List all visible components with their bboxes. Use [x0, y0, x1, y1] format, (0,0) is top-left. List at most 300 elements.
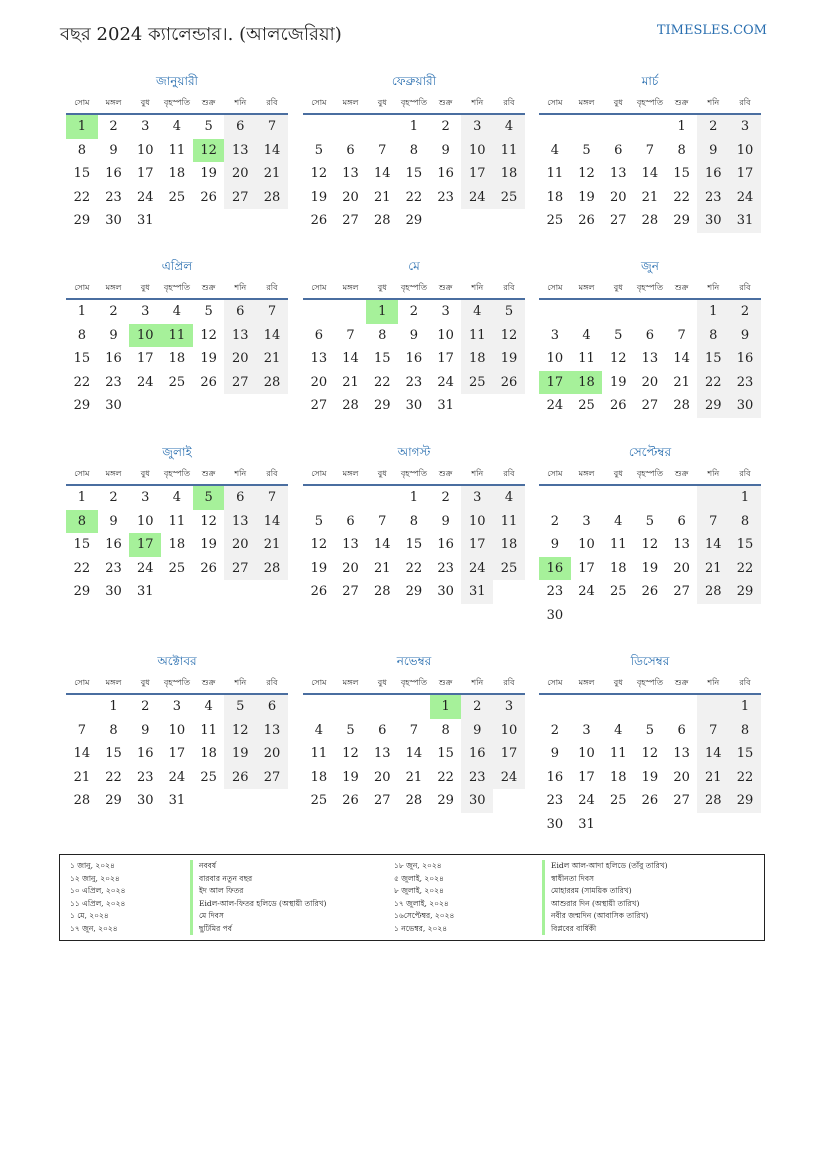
day-cell[interactable]: 17	[578, 769, 595, 785]
day-cell[interactable]: 24	[437, 374, 454, 390]
day-cell[interactable]: 31	[578, 816, 595, 832]
holiday-day-cell[interactable]: 1	[366, 300, 398, 324]
day-cell[interactable]: 11	[578, 351, 595, 366]
day-cell[interactable]: 2	[550, 722, 559, 738]
day-cell[interactable]: 17	[493, 742, 525, 766]
day-cell[interactable]: 15	[673, 166, 690, 181]
day-cell[interactable]: 4	[314, 722, 323, 738]
day-cell[interactable]: 14	[256, 510, 288, 534]
day-cell[interactable]: 12	[641, 537, 659, 552]
day-cell[interactable]: 6	[645, 327, 655, 343]
day-cell[interactable]: 24	[493, 766, 525, 790]
day-cell[interactable]: 29	[73, 213, 91, 228]
day-cell[interactable]: 27	[224, 371, 256, 395]
day-cell[interactable]: 1	[409, 119, 419, 134]
day-cell[interactable]: 29	[729, 580, 761, 604]
day-cell[interactable]: 27	[673, 793, 690, 808]
day-cell[interactable]: 21	[641, 189, 659, 205]
day-cell[interactable]: 1	[77, 304, 86, 319]
day-cell[interactable]: 5	[224, 695, 256, 719]
day-cell[interactable]: 23	[136, 769, 154, 785]
day-cell[interactable]: 7	[409, 722, 419, 738]
day-cell[interactable]: 10	[437, 327, 454, 343]
day-cell[interactable]: 28	[697, 580, 729, 604]
day-cell[interactable]: 20	[373, 769, 391, 785]
day-cell[interactable]: 7	[256, 300, 288, 324]
day-cell[interactable]: 21	[673, 374, 690, 390]
day-cell[interactable]: 23	[461, 766, 493, 790]
day-cell[interactable]: 21	[256, 347, 288, 371]
day-cell[interactable]: 4	[172, 490, 182, 505]
day-cell[interactable]: 2	[409, 304, 419, 319]
day-cell[interactable]: 3	[493, 695, 525, 719]
day-cell[interactable]: 17	[437, 351, 454, 366]
day-cell[interactable]: 5	[314, 513, 323, 529]
day-cell[interactable]: 10	[461, 510, 493, 534]
day-cell[interactable]: 16	[437, 166, 454, 181]
day-cell[interactable]: 13	[224, 139, 256, 163]
day-cell[interactable]: 1	[677, 119, 686, 134]
day-cell[interactable]: 11	[168, 142, 186, 158]
holiday-day-cell[interactable]: 10	[129, 324, 161, 348]
day-cell[interactable]: 17	[729, 162, 761, 186]
day-cell[interactable]: 6	[224, 115, 256, 139]
day-cell[interactable]: 17	[168, 746, 186, 761]
day-cell[interactable]: 19	[310, 189, 328, 205]
day-cell[interactable]: 19	[200, 351, 217, 366]
day-cell[interactable]: 17	[136, 351, 154, 366]
day-cell[interactable]: 8	[409, 142, 419, 158]
day-cell[interactable]: 24	[136, 189, 154, 205]
day-cell[interactable]: 27	[224, 557, 256, 581]
day-cell[interactable]: 16	[105, 166, 122, 181]
day-cell[interactable]: 17	[461, 533, 493, 557]
day-cell[interactable]: 30	[729, 394, 761, 418]
day-cell[interactable]: 25	[578, 398, 595, 413]
day-cell[interactable]: 10	[729, 139, 761, 163]
day-cell[interactable]: 7	[378, 513, 387, 529]
day-cell[interactable]: 28	[373, 584, 391, 599]
day-cell[interactable]: 15	[729, 533, 761, 557]
day-cell[interactable]: 16	[546, 769, 564, 785]
day-cell[interactable]: 3	[172, 699, 182, 714]
day-cell[interactable]: 13	[641, 351, 659, 366]
day-cell[interactable]: 22	[373, 374, 391, 390]
day-cell[interactable]: 23	[697, 186, 729, 210]
day-cell[interactable]: 3	[729, 115, 761, 139]
day-cell[interactable]: 9	[109, 513, 118, 529]
day-cell[interactable]: 30	[546, 816, 564, 832]
day-cell[interactable]: 14	[673, 351, 690, 366]
day-cell[interactable]: 9	[550, 537, 559, 552]
day-cell[interactable]: 31	[136, 584, 154, 599]
day-cell[interactable]: 13	[310, 351, 328, 366]
day-cell[interactable]: 5	[204, 304, 213, 319]
day-cell[interactable]: 30	[437, 584, 454, 599]
day-cell[interactable]: 8	[677, 142, 686, 158]
day-cell[interactable]: 14	[697, 742, 729, 766]
holiday-day-cell[interactable]: 17	[129, 533, 161, 557]
day-cell[interactable]: 11	[168, 513, 186, 529]
day-cell[interactable]: 8	[729, 719, 761, 743]
day-cell[interactable]: 4	[172, 119, 182, 134]
day-cell[interactable]: 13	[224, 324, 256, 348]
day-cell[interactable]: 29	[73, 398, 91, 413]
day-cell[interactable]: 6	[346, 142, 355, 158]
day-cell[interactable]: 4	[172, 304, 182, 319]
day-cell[interactable]: 2	[550, 513, 559, 529]
day-cell[interactable]: 7	[645, 142, 655, 158]
day-cell[interactable]: 20	[224, 162, 256, 186]
day-cell[interactable]: 2	[109, 119, 118, 134]
day-cell[interactable]: 4	[493, 486, 525, 510]
day-cell[interactable]: 10	[136, 142, 154, 158]
day-cell[interactable]: 13	[256, 719, 288, 743]
day-cell[interactable]: 8	[109, 722, 118, 738]
day-cell[interactable]: 14	[373, 537, 391, 552]
day-cell[interactable]: 31	[168, 793, 186, 808]
day-cell[interactable]: 27	[342, 584, 359, 599]
day-cell[interactable]: 12	[200, 513, 217, 529]
day-cell[interactable]: 4	[614, 513, 623, 529]
day-cell[interactable]: 8	[77, 327, 86, 343]
day-cell[interactable]: 7	[697, 510, 729, 534]
day-cell[interactable]: 25	[493, 557, 525, 581]
day-cell[interactable]: 5	[346, 722, 355, 738]
day-cell[interactable]: 2	[729, 300, 761, 324]
day-cell[interactable]: 11	[461, 324, 493, 348]
day-cell[interactable]: 20	[609, 189, 627, 205]
day-cell[interactable]: 10	[493, 719, 525, 743]
day-cell[interactable]: 9	[461, 719, 493, 743]
day-cell[interactable]: 20	[224, 533, 256, 557]
day-cell[interactable]: 13	[673, 746, 690, 761]
day-cell[interactable]: 15	[373, 351, 391, 366]
day-cell[interactable]: 9	[729, 324, 761, 348]
day-cell[interactable]: 18	[546, 189, 564, 205]
day-cell[interactable]: 16	[136, 746, 154, 761]
day-cell[interactable]: 24	[136, 560, 154, 576]
day-cell[interactable]: 10	[578, 746, 595, 761]
day-cell[interactable]: 20	[342, 189, 359, 205]
day-cell[interactable]: 30	[105, 398, 122, 413]
day-cell[interactable]: 7	[77, 722, 86, 738]
day-cell[interactable]: 24	[578, 793, 595, 808]
day-cell[interactable]: 19	[641, 769, 659, 785]
day-cell[interactable]: 25	[310, 793, 328, 808]
day-cell[interactable]: 29	[697, 394, 729, 418]
day-cell[interactable]: 1	[729, 695, 761, 719]
day-cell[interactable]: 18	[493, 533, 525, 557]
day-cell[interactable]: 6	[224, 486, 256, 510]
day-cell[interactable]: 3	[441, 304, 450, 319]
day-cell[interactable]: 11	[546, 166, 564, 181]
day-cell[interactable]: 14	[256, 324, 288, 348]
day-cell[interactable]: 20	[673, 560, 690, 576]
day-cell[interactable]: 19	[609, 374, 627, 390]
day-cell[interactable]: 12	[200, 327, 217, 343]
day-cell[interactable]: 16	[437, 537, 454, 552]
day-cell[interactable]: 23	[729, 371, 761, 395]
day-cell[interactable]: 12	[578, 166, 595, 181]
day-cell[interactable]: 28	[405, 793, 423, 808]
day-cell[interactable]: 24	[578, 584, 595, 599]
day-cell[interactable]: 18	[461, 347, 493, 371]
day-cell[interactable]: 27	[641, 398, 659, 413]
day-cell[interactable]: 30	[136, 793, 154, 808]
day-cell[interactable]: 4	[493, 115, 525, 139]
day-cell[interactable]: 7	[256, 486, 288, 510]
day-cell[interactable]: 9	[441, 142, 450, 158]
day-cell[interactable]: 22	[729, 557, 761, 581]
day-cell[interactable]: 28	[373, 213, 391, 228]
day-cell[interactable]: 3	[461, 115, 493, 139]
day-cell[interactable]: 10	[578, 537, 595, 552]
day-cell[interactable]: 3	[582, 722, 591, 738]
day-cell[interactable]: 27	[224, 186, 256, 210]
day-cell[interactable]: 12	[641, 746, 659, 761]
day-cell[interactable]: 26	[200, 374, 217, 390]
day-cell[interactable]: 29	[729, 789, 761, 813]
day-cell[interactable]: 25	[168, 189, 186, 205]
day-cell[interactable]: 20	[673, 769, 690, 785]
day-cell[interactable]: 12	[310, 166, 328, 181]
day-cell[interactable]: 25	[609, 584, 627, 599]
day-cell[interactable]: 11	[609, 746, 627, 761]
day-cell[interactable]: 26	[578, 213, 595, 228]
day-cell[interactable]: 23	[546, 793, 564, 808]
day-cell[interactable]: 22	[105, 769, 122, 785]
day-cell[interactable]: 3	[461, 486, 493, 510]
day-cell[interactable]: 15	[73, 537, 91, 552]
day-cell[interactable]: 1	[109, 699, 118, 714]
day-cell[interactable]: 15	[73, 351, 91, 366]
day-cell[interactable]: 14	[405, 746, 423, 761]
day-cell[interactable]: 26	[609, 398, 627, 413]
day-cell[interactable]: 16	[729, 347, 761, 371]
day-cell[interactable]: 21	[405, 769, 423, 785]
day-cell[interactable]: 9	[109, 142, 118, 158]
day-cell[interactable]: 18	[168, 166, 186, 181]
day-cell[interactable]: 12	[310, 537, 328, 552]
day-cell[interactable]: 18	[200, 746, 217, 761]
day-cell[interactable]: 28	[697, 789, 729, 813]
day-cell[interactable]: 4	[582, 327, 591, 343]
day-cell[interactable]: 14	[373, 166, 391, 181]
day-cell[interactable]: 11	[200, 722, 217, 738]
day-cell[interactable]: 19	[200, 537, 217, 552]
day-cell[interactable]: 9	[441, 513, 450, 529]
day-cell[interactable]: 22	[437, 769, 454, 785]
day-cell[interactable]: 14	[256, 139, 288, 163]
day-cell[interactable]: 27	[342, 213, 359, 228]
day-cell[interactable]: 22	[73, 560, 91, 576]
day-cell[interactable]: 6	[677, 513, 686, 529]
day-cell[interactable]: 16	[405, 351, 423, 366]
day-cell[interactable]: 22	[697, 371, 729, 395]
day-cell[interactable]: 21	[256, 533, 288, 557]
day-cell[interactable]: 13	[609, 166, 627, 181]
day-cell[interactable]: 27	[673, 584, 690, 599]
day-cell[interactable]: 31	[729, 209, 761, 233]
day-cell[interactable]: 31	[461, 580, 493, 604]
day-cell[interactable]: 26	[342, 793, 359, 808]
day-cell[interactable]: 12	[224, 719, 256, 743]
day-cell[interactable]: 29	[437, 793, 454, 808]
holiday-day-cell[interactable]: 5	[193, 486, 225, 510]
day-cell[interactable]: 22	[729, 766, 761, 790]
day-cell[interactable]: 13	[342, 166, 359, 181]
day-cell[interactable]: 18	[609, 560, 627, 576]
day-cell[interactable]: 23	[437, 189, 454, 205]
holiday-day-cell[interactable]: 16	[539, 557, 571, 581]
day-cell[interactable]: 15	[405, 537, 423, 552]
day-cell[interactable]: 26	[310, 213, 328, 228]
day-cell[interactable]: 8	[409, 513, 419, 529]
day-cell[interactable]: 19	[493, 347, 525, 371]
day-cell[interactable]: 28	[256, 186, 288, 210]
day-cell[interactable]: 27	[609, 213, 627, 228]
day-cell[interactable]: 26	[641, 793, 659, 808]
day-cell[interactable]: 24	[461, 557, 493, 581]
day-cell[interactable]: 6	[614, 142, 623, 158]
day-cell[interactable]: 10	[546, 351, 564, 366]
day-cell[interactable]: 4	[204, 699, 213, 714]
day-cell[interactable]: 19	[224, 742, 256, 766]
day-cell[interactable]: 15	[729, 742, 761, 766]
day-cell[interactable]: 30	[105, 213, 122, 228]
day-cell[interactable]: 22	[73, 189, 91, 205]
day-cell[interactable]: 29	[673, 213, 690, 228]
day-cell[interactable]: 12	[609, 351, 627, 366]
day-cell[interactable]: 25	[168, 374, 186, 390]
day-cell[interactable]: 29	[73, 584, 91, 599]
day-cell[interactable]: 7	[256, 115, 288, 139]
day-cell[interactable]: 22	[405, 560, 423, 576]
day-cell[interactable]: 23	[405, 374, 423, 390]
day-cell[interactable]: 8	[378, 327, 387, 343]
day-cell[interactable]: 27	[256, 766, 288, 790]
day-cell[interactable]: 18	[310, 769, 328, 785]
day-cell[interactable]: 29	[405, 584, 423, 599]
day-cell[interactable]: 3	[582, 513, 591, 529]
day-cell[interactable]: 28	[641, 213, 659, 228]
day-cell[interactable]: 20	[641, 374, 659, 390]
day-cell[interactable]: 2	[109, 490, 118, 505]
day-cell[interactable]: 30	[697, 209, 729, 233]
day-cell[interactable]: 7	[346, 327, 355, 343]
day-cell[interactable]: 18	[493, 162, 525, 186]
day-cell[interactable]: 9	[550, 746, 559, 761]
day-cell[interactable]: 8	[729, 510, 761, 534]
day-cell[interactable]: 5	[204, 119, 213, 134]
day-cell[interactable]: 5	[314, 142, 323, 158]
day-cell[interactable]: 28	[342, 398, 359, 413]
day-cell[interactable]: 5	[645, 513, 655, 529]
day-cell[interactable]: 3	[141, 119, 150, 134]
day-cell[interactable]: 12	[493, 324, 525, 348]
day-cell[interactable]: 11	[310, 746, 328, 761]
day-cell[interactable]: 22	[405, 189, 423, 205]
day-cell[interactable]: 21	[697, 766, 729, 790]
day-cell[interactable]: 26	[200, 189, 217, 205]
day-cell[interactable]: 21	[373, 189, 391, 205]
day-cell[interactable]: 2	[141, 699, 150, 714]
day-cell[interactable]: 7	[697, 719, 729, 743]
day-cell[interactable]: 5	[614, 327, 623, 343]
day-cell[interactable]: 2	[109, 304, 118, 319]
day-cell[interactable]: 19	[310, 560, 328, 576]
day-cell[interactable]: 15	[437, 746, 454, 761]
day-cell[interactable]: 14	[73, 746, 91, 761]
day-cell[interactable]: 18	[168, 537, 186, 552]
day-cell[interactable]: 17	[136, 166, 154, 181]
day-cell[interactable]: 21	[342, 374, 359, 390]
day-cell[interactable]: 20	[310, 374, 328, 390]
day-cell[interactable]: 29	[105, 793, 122, 808]
day-cell[interactable]: 26	[310, 584, 328, 599]
day-cell[interactable]: 15	[73, 166, 91, 181]
day-cell[interactable]: 4	[461, 300, 493, 324]
day-cell[interactable]: 19	[342, 769, 359, 785]
day-cell[interactable]: 15	[697, 347, 729, 371]
day-cell[interactable]: 8	[77, 142, 86, 158]
day-cell[interactable]: 14	[641, 166, 659, 181]
day-cell[interactable]: 6	[677, 722, 686, 738]
day-cell[interactable]: 1	[77, 490, 86, 505]
day-cell[interactable]: 26	[200, 560, 217, 576]
day-cell[interactable]: 21	[73, 769, 91, 785]
day-cell[interactable]: 10	[136, 513, 154, 529]
day-cell[interactable]: 17	[461, 162, 493, 186]
day-cell[interactable]: 25	[609, 793, 627, 808]
day-cell[interactable]: 6	[314, 327, 323, 343]
day-cell[interactable]: 2	[461, 695, 493, 719]
day-cell[interactable]: 22	[73, 374, 91, 390]
day-cell[interactable]: 25	[200, 769, 217, 785]
day-cell[interactable]: 19	[200, 166, 217, 181]
day-cell[interactable]: 13	[673, 537, 690, 552]
day-cell[interactable]: 23	[105, 189, 122, 205]
day-cell[interactable]: 9	[109, 327, 118, 343]
day-cell[interactable]: 6	[224, 300, 256, 324]
day-cell[interactable]: 19	[578, 189, 595, 205]
holiday-day-cell[interactable]: 11	[161, 324, 193, 348]
day-cell[interactable]: 20	[342, 560, 359, 576]
day-cell[interactable]: 19	[641, 560, 659, 576]
holiday-day-cell[interactable]: 18	[571, 371, 603, 395]
day-cell[interactable]: 3	[141, 304, 150, 319]
day-cell[interactable]: 25	[546, 213, 564, 228]
day-cell[interactable]: 24	[729, 186, 761, 210]
day-cell[interactable]: 26	[224, 766, 256, 790]
day-cell[interactable]: 10	[168, 722, 186, 738]
day-cell[interactable]: 3	[141, 490, 150, 505]
day-cell[interactable]: 29	[405, 213, 423, 228]
day-cell[interactable]: 31	[136, 213, 154, 228]
day-cell[interactable]: 20	[224, 347, 256, 371]
day-cell[interactable]: 4	[550, 142, 559, 158]
day-cell[interactable]: 16	[105, 537, 122, 552]
day-cell[interactable]: 2	[441, 119, 450, 134]
day-cell[interactable]: 2	[441, 490, 450, 505]
day-cell[interactable]: 15	[405, 166, 423, 181]
holiday-day-cell[interactable]: 12	[193, 139, 225, 163]
day-cell[interactable]: 25	[461, 371, 493, 395]
day-cell[interactable]: 28	[73, 793, 91, 808]
day-cell[interactable]: 21	[256, 162, 288, 186]
day-cell[interactable]: 9	[697, 139, 729, 163]
